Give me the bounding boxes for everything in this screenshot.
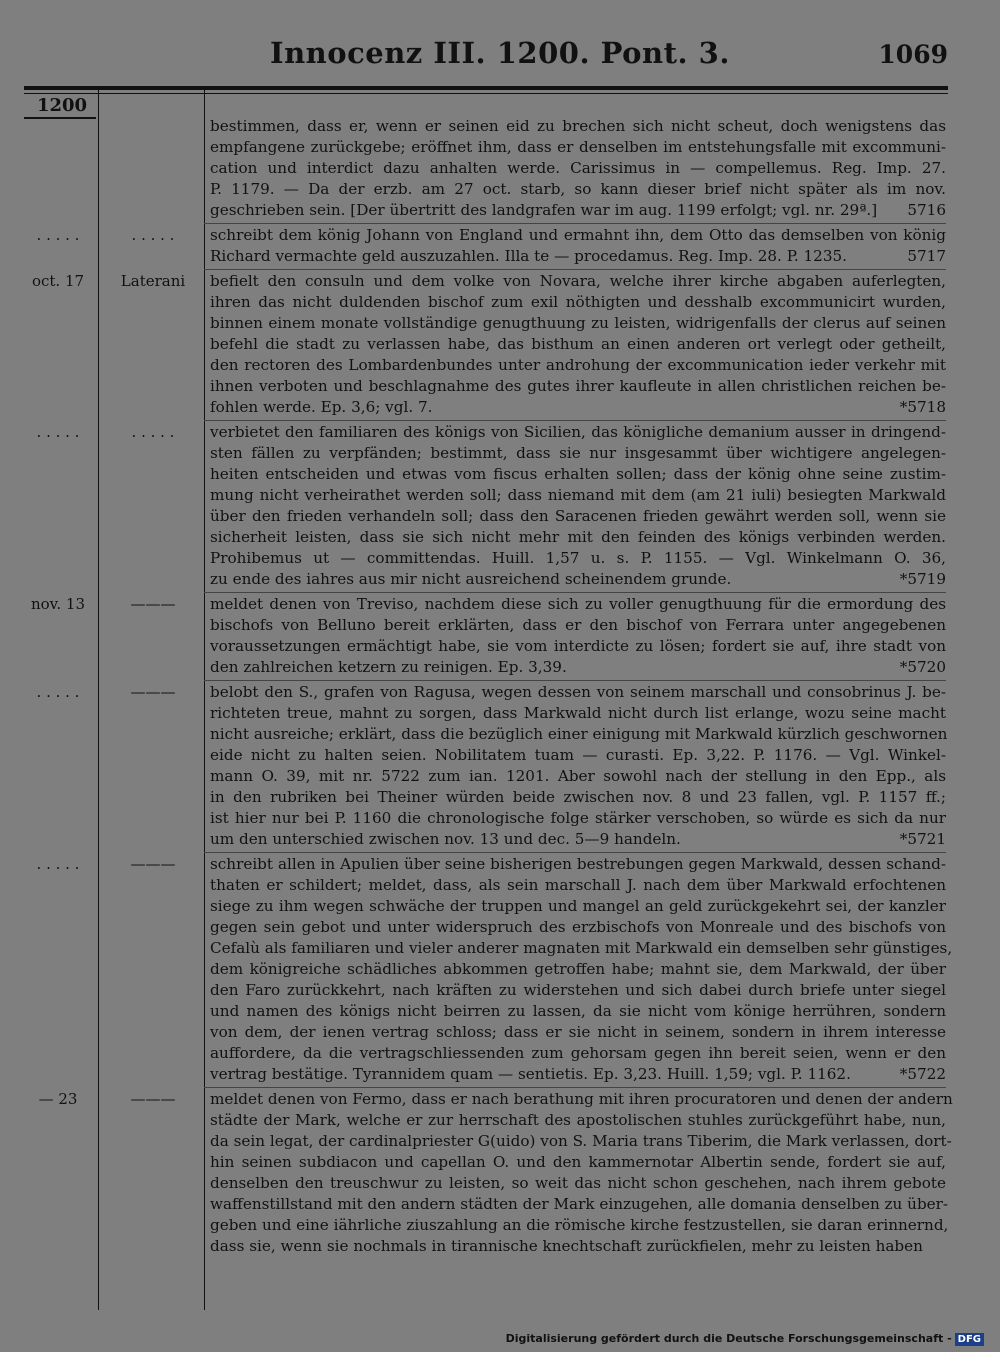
entry-date: . . . . . — [36, 423, 80, 441]
entry-line — [210, 657, 946, 678]
entry-place: ——— — [130, 683, 176, 701]
entry-line — [210, 766, 946, 787]
entry-line — [210, 1131, 952, 1152]
entry-line-text: eide nicht zu halten seien. Nobilitatem tuam — curasti. Ep. 3,22. P. 1176. — Vgl. Winkel- — [210, 746, 946, 764]
entry-date: . . . . . — [36, 683, 80, 701]
entry-line — [210, 1152, 946, 1173]
entry-line-text: verbietet den familiaren des königs von Sicilien, das königliche demanium ausser in dringend- — [210, 423, 946, 441]
entry-line-text: zu ende des iahres aus mir nicht ausreichend scheinendem grunde. — [210, 570, 732, 588]
entry-line — [210, 376, 946, 397]
entry-line — [210, 1022, 946, 1043]
entry-line — [210, 594, 946, 615]
entry-line-text: von dem, der ienen vertrag schloss; dass er sie nicht in seinem, sondern in ihrem interesse — [210, 1023, 946, 1041]
entry-line — [210, 569, 946, 590]
entry-line-text: sten fällen zu verpfänden; bestimmt, dass sie nur insgesammt über wichtigere angelegen- — [210, 444, 946, 462]
entry-date: nov. 13 — [30, 595, 85, 613]
entry-line — [210, 246, 946, 267]
entry-line — [210, 271, 946, 292]
entry-line-text: denselben den treuschwur zu leisten, so weit das nicht schon geschehen, nach ihrem gebote — [210, 1174, 946, 1192]
entry-line-text: mung nicht verheirathet werden soll; dass niemand mit dem (am 21 iuli) besiegten Markwald — [210, 486, 946, 504]
entry-line-text: meldet denen von Treviso, nachdem diese sich zu voller genugthuung für die ermordung des — [210, 595, 946, 613]
entry-place: ——— — [130, 855, 176, 873]
entry-number: *5719 — [899, 570, 946, 588]
entry-line — [210, 1064, 946, 1085]
entry-line — [210, 397, 946, 418]
entry-line-text: thaten er schildert; meldet, dass, als sein marschall J. nach dem über Markwald erfochtenen — [210, 876, 946, 894]
entry-line-text: ihren das nicht duldenden bischof zum exil nöthigten und desshalb excommunicirt wurden, — [210, 293, 946, 311]
entry-line — [210, 443, 946, 464]
entry-line-text: da sein legat, der cardinalpriester G(uido) von S. Maria trans Tiberim, die Mark verlassen, dort- — [210, 1132, 952, 1150]
entry-line-text: nicht ausreiche; erklärt, dass die bezüglich einer einigung mit Markwald kürzlich geschwornen — [210, 725, 948, 743]
entry-line — [210, 548, 946, 569]
entry-line-text: ist hier nur bei P. 1160 die chronologische folge stärker verschoben, so würde es sich da nur — [210, 809, 946, 827]
entry-line — [210, 959, 946, 980]
entry-line — [210, 485, 946, 506]
entry-line — [210, 527, 946, 548]
entry-number: *5718 — [899, 398, 946, 416]
entry-line-text: sicherheit leisten, dass sie sich nicht mehr mit den feinden des königs verbinden werden. — [210, 528, 946, 546]
entry-line-text: schreibt dem könig Johann von England und ermahnt ihn, dem Otto das demselben von könig — [210, 226, 946, 244]
entry-line-text: über den frieden verhandeln soll; dass den Saracenen frieden gewährt werden soll, wenn sie — [210, 507, 946, 525]
entry-line — [210, 745, 946, 766]
entry-line — [210, 1043, 946, 1064]
entry-number: *5720 — [899, 658, 946, 676]
page-title: Innocenz III. 1200. Pont. 3. — [270, 36, 730, 70]
entry-line-text: heiten entscheiden und etwas vom fiscus erhalten sollen; dass der könig ohne seine zustim- — [210, 465, 946, 483]
dfg-logo: DFG — [955, 1333, 984, 1346]
entry-place: . . . . . — [131, 226, 175, 244]
entry-divider — [204, 852, 946, 853]
entry-line-text: waffenstillstand mit den andern städten der Mark einzugehen, alle domania denselben zu über- — [210, 1195, 949, 1213]
entry-line — [210, 808, 946, 829]
entry-line-text: dem königreiche schädliches abkommen getroffen habe; mahnt sie, dem Markwald, der über — [210, 960, 946, 978]
entry-line — [210, 829, 946, 850]
entry-divider — [204, 269, 946, 270]
entry-number: *5722 — [899, 1065, 946, 1083]
entry-line-text: schreibt allen in Apulien über seine bisherigen bestrebungen gegen Markwald, dessen schand- — [210, 855, 946, 873]
entry-line — [210, 703, 946, 724]
entry-place: Laterani — [120, 272, 186, 290]
entry-line-text: geben und eine iährliche ziuszahlung an die römische kirche festzustellen, sie daran erinnernd, — [210, 1216, 949, 1234]
entry-line — [210, 179, 946, 200]
entry-line — [210, 1173, 946, 1194]
entry-line — [210, 787, 946, 808]
entry-line-text: P. 1179. — Da der erzb. am 27 oct. starb, so kann dieser brief nicht später als im nov. — [210, 180, 946, 198]
entry-divider — [204, 680, 946, 681]
entry-line — [210, 1236, 946, 1257]
entry-line-text: geschrieben sein. [Der übertritt des landgrafen war im aug. 1199 erfolgt; vgl. nr. 29ª.] — [210, 201, 878, 219]
entry-date: . . . . . — [36, 855, 80, 873]
entry-line — [210, 615, 946, 636]
entry-line — [210, 896, 946, 917]
entry-line-text: Prohibemus ut — committendas. Huill. 1,57 u. s. P. 1155. — Vgl. Winkelmann O. 36, — [210, 549, 946, 567]
entry-line-text: Richard vermachte geld auszuzahlen. Illa te — procedamus. Reg. Imp. 28. P. 1235. — [210, 247, 847, 265]
entry-line — [210, 506, 946, 527]
entry-text — [210, 682, 946, 850]
entry-line — [210, 464, 946, 485]
header-rule — [24, 86, 948, 90]
entry-text — [210, 594, 946, 678]
entry-number: 5716 — [907, 201, 946, 219]
entry-line — [210, 1194, 949, 1215]
entry-line-text: in den rubriken bei Theiner würden beide zwischen nov. 8 und 23 fallen, vgl. P. 1157 ff.; — [210, 788, 946, 806]
entry-line-text: ihnen verboten und beschlagnahme des gutes ihrer kaufleute in allen christlichen reichen be- — [210, 377, 946, 395]
entry-number: *5721 — [899, 830, 946, 848]
entry-line — [210, 724, 946, 745]
entry-line-text: auffordere, da die vertragschliessenden zum gehorsam gegen ihn bereit seien, wenn er den — [210, 1044, 946, 1062]
entry-line-text: voraussetzungen ermächtigt habe, sie vom interdicte zu lösen; fordert sie auf, ihre stadt von — [210, 637, 946, 655]
entry-text — [210, 422, 946, 590]
entry-line-text: befielt den consuln und dem volke von Novara, welche ihrer kirche abgaben auferlegten, — [210, 272, 946, 290]
entry-line-text: fohlen werde. Ep. 3,6; vgl. 7. — [210, 398, 433, 416]
column-rule-date — [98, 90, 99, 1310]
entry-line — [210, 1089, 953, 1110]
entry-line — [210, 917, 946, 938]
entry-date: oct. 17 — [31, 272, 85, 290]
entry-line — [210, 422, 946, 443]
entry-line — [210, 200, 946, 221]
entry-line — [210, 1110, 946, 1131]
footer-credit — [506, 1332, 984, 1346]
entry-line — [210, 636, 946, 657]
entry-line — [210, 1215, 949, 1236]
entry-line — [210, 355, 946, 376]
entry-divider — [204, 1087, 946, 1088]
entry-line-text: bestimmen, dass er, wenn er seinen eid zu brechen sich nicht scheut, doch wenigstens das — [210, 117, 946, 135]
entry-line-text: meldet denen von Fermo, dass er nach berathung mit ihren procuratoren und denen der andern — [210, 1090, 953, 1108]
entry-line — [210, 875, 946, 896]
entry-text — [210, 1089, 953, 1257]
entry-line-text: cation und interdict dazu anhalten werde. Carissimus in — compellemus. Reg. Imp. 27. — [210, 159, 946, 177]
entry-line — [210, 292, 946, 313]
entry-line — [210, 225, 946, 246]
entry-divider — [204, 592, 946, 593]
entry-line — [210, 313, 946, 334]
entry-line — [210, 137, 946, 158]
entry-line — [210, 980, 946, 1001]
entry-line-text: städte der Mark, welche er zur herrschaft des apostolischen stuhles zurückgeführt habe, nun, — [210, 1111, 946, 1129]
entry-line — [210, 938, 953, 959]
entry-line — [210, 682, 946, 703]
entry-line — [210, 158, 946, 179]
year-rule — [24, 117, 96, 119]
entry-line-text: binnen einem monate vollständige genugthuung zu leisten, widrigenfalls der clerus auf seinen — [210, 314, 946, 332]
entry-line-text: siege zu ihm wegen schwäche der truppen und mangel an geld zurückgekehrt sei, der kanzler — [210, 897, 946, 915]
entry-text — [210, 225, 946, 267]
entry-divider — [204, 223, 946, 224]
entry-line-text: bischofs von Belluno bereit erklärten, dass er den bischof von Ferrara unter angegebenen — [210, 616, 946, 634]
entry-line-text: befehl die stadt zu verlassen habe, das bisthum an einen anderen ort verlegt oder getheilt, — [210, 335, 946, 353]
entry-place: . . . . . — [131, 423, 175, 441]
entry-text — [210, 271, 946, 418]
entry-divider — [204, 420, 946, 421]
entry-date: . . . . . — [36, 226, 80, 244]
entry-line-text: dass sie, wenn sie nochmals in tirannische knechtschaft zurückfielen, mehr zu leisten haben — [210, 1237, 923, 1255]
entry-line-text: den zahlreichen ketzern zu reinigen. Ep. 3,39. — [210, 658, 567, 676]
page-number: 1069 — [878, 40, 948, 69]
entry-line — [210, 116, 946, 137]
entry-text — [210, 854, 953, 1085]
entry-place: ——— — [130, 595, 176, 613]
entry-date: — 23 — [38, 1090, 78, 1108]
entry-line-text: vertrag bestätige. Tyrannidem quam — sentietis. Ep. 3,23. Huill. 1,59; vgl. P. 1162. — [210, 1065, 851, 1083]
year-label: 1200 — [36, 95, 88, 116]
entry-line — [210, 854, 946, 875]
entry-line-text: belobt den S., grafen von Ragusa, wegen dessen von seinem marschall und consobrinus J. be- — [210, 683, 946, 701]
entry-line-text: Cefalù als familiaren und vieler anderer magnaten mit Markwald ein demselben sehr günstiges, — [210, 939, 953, 957]
entry-number: 5717 — [907, 247, 946, 265]
entry-line-text: den Faro zurückkehrt, nach kräften zu widerstehen und sich dabei durch briefe unter siegel — [210, 981, 946, 999]
entry-line-text: empfangene zurückgebe; eröffnet ihm, dass er denselben im entstehungsfalle mit excommuni- — [210, 138, 946, 156]
entry-line-text: richteten treue, mahnt zu sorgen, dass Markwald nicht durch list erlange, wozu seine macht — [210, 704, 946, 722]
entry-line-text: und namen des königs nicht beirren zu lassen, da sie nicht vom könige herrühren, sondern — [210, 1002, 946, 1020]
entry-line — [210, 1001, 946, 1022]
entry-text — [210, 116, 946, 221]
entry-line-text: um den unterschied zwischen nov. 13 und dec. 5—9 handeln. — [210, 830, 681, 848]
column-rule-place — [204, 90, 205, 1310]
footer-text: Digitalisierung gefördert durch die Deutsche Forschungsgemeinschaft - — [505, 1332, 952, 1345]
entry-line-text: den rectoren des Lombardenbundes unter androhung der excommunication ieder verkehr mit — [210, 356, 946, 374]
entry-line-text: gegen sein gebot und unter widerspruch des erzbischofs von Monreale und des bischofs von — [210, 918, 946, 936]
header-rule-thin — [24, 93, 948, 94]
entry-line-text: mann O. 39, mit nr. 5722 zum ian. 1201. Aber sowohl nach der stellung in den Epp., als — [210, 767, 946, 785]
entry-place: ——— — [130, 1090, 176, 1108]
entry-line-text: hin seinen subdiacon und capellan O. und den kammernotar Albertin sende, fordert sie auf, — [210, 1153, 946, 1171]
entry-line — [210, 334, 946, 355]
